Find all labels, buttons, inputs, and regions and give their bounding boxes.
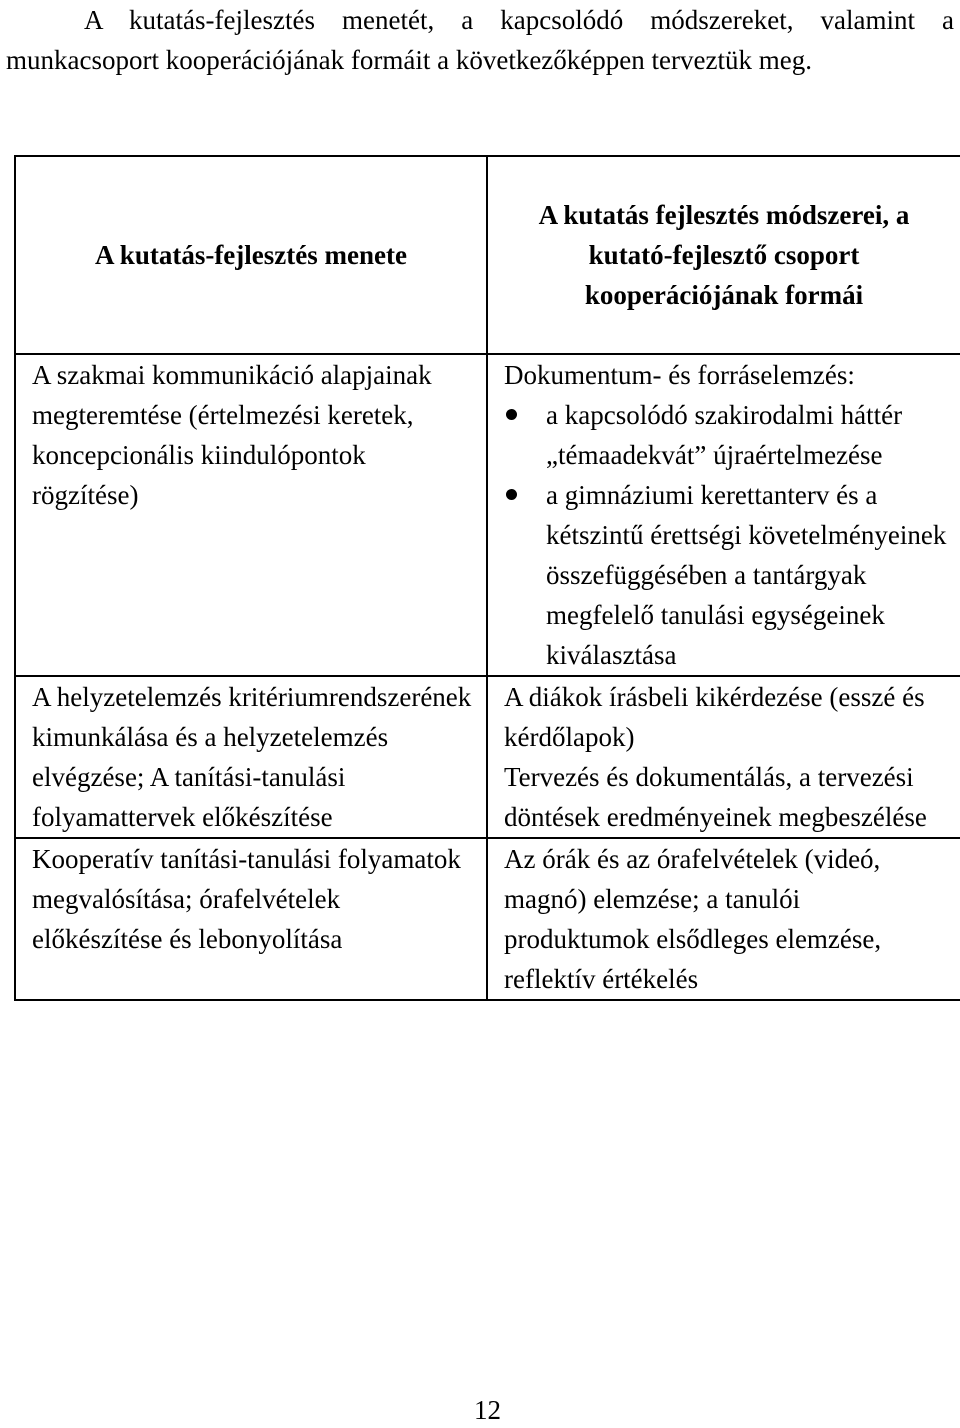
row2-left-text: A helyzetelemzés kritériumrendszerének kimunkálása és a helyzetelemzés elvégzése; A tanítási-tanulási folyamattervek előkészítése [32,682,472,832]
bullet-icon [506,409,517,420]
row3-right-text: Az órák és az órafelvételek (videó, magnó) elemzése; a tanulói produktumok elsődleges elemzése, reflektív értékelés [504,844,882,994]
row1-left-cell [15,354,487,676]
table-row [15,354,960,676]
table-row [15,838,960,1000]
row1-right-intro: Dokumentum- és forráselemzés: [504,360,855,390]
header-methods: A kutatás fejlesztés módszerei, a kutató-fejlesztő csoport kooperációjának formái [487,156,960,354]
table-row [15,676,960,838]
row2-right-cell [487,676,960,838]
intro-text: A kutatás-fejlesztés menetét, a kapcsolódó módszereket, valamint a munkacsoport kooperációjának formáit a következőképpen terveztük meg. [6,5,954,75]
row3-right-cell [487,838,960,1000]
list-item [504,475,950,675]
row1-right-cell [487,354,960,676]
research-table [14,155,960,1001]
row3-left-cell [15,838,487,1000]
bullet-icon [506,489,517,500]
row2-right-b: Tervezés és dokumentálás, a tervezési döntések eredményeinek megbeszélése [504,762,927,832]
bullet-list [504,395,950,675]
row2-right-a: A diákok írásbeli kikérdezése (esszé és kérdőlapok) [504,682,925,752]
row2-left-cell [15,676,487,838]
page-number: 12 [474,1395,501,1425]
list-item [504,395,950,475]
row3-left-text: Kooperatív tanítási-tanulási folyamatok megvalósítása; órafelvételek előkészítése és lebonyolítása [32,844,461,954]
bullet-text: a kapcsolódó szakirodalmi háttér „témaadekvát” újraértelmezése [546,400,903,470]
table-header-row [15,156,960,354]
row1-left-text: A szakmai kommunikáció alapjainak megteremtése (értelmezési keretek, koncepcionális kiindulópontok rögzítése) [32,360,432,510]
intro-paragraph [6,0,954,80]
header-process: A kutatás-fejlesztés menete [15,156,487,354]
bullet-text: a gimnáziumi kerettanterv és a kétszintű érettségi követelményeinek összefüggésében a tantárgyak megfelelő tanulási egységeinek kiválasztása [546,480,947,670]
